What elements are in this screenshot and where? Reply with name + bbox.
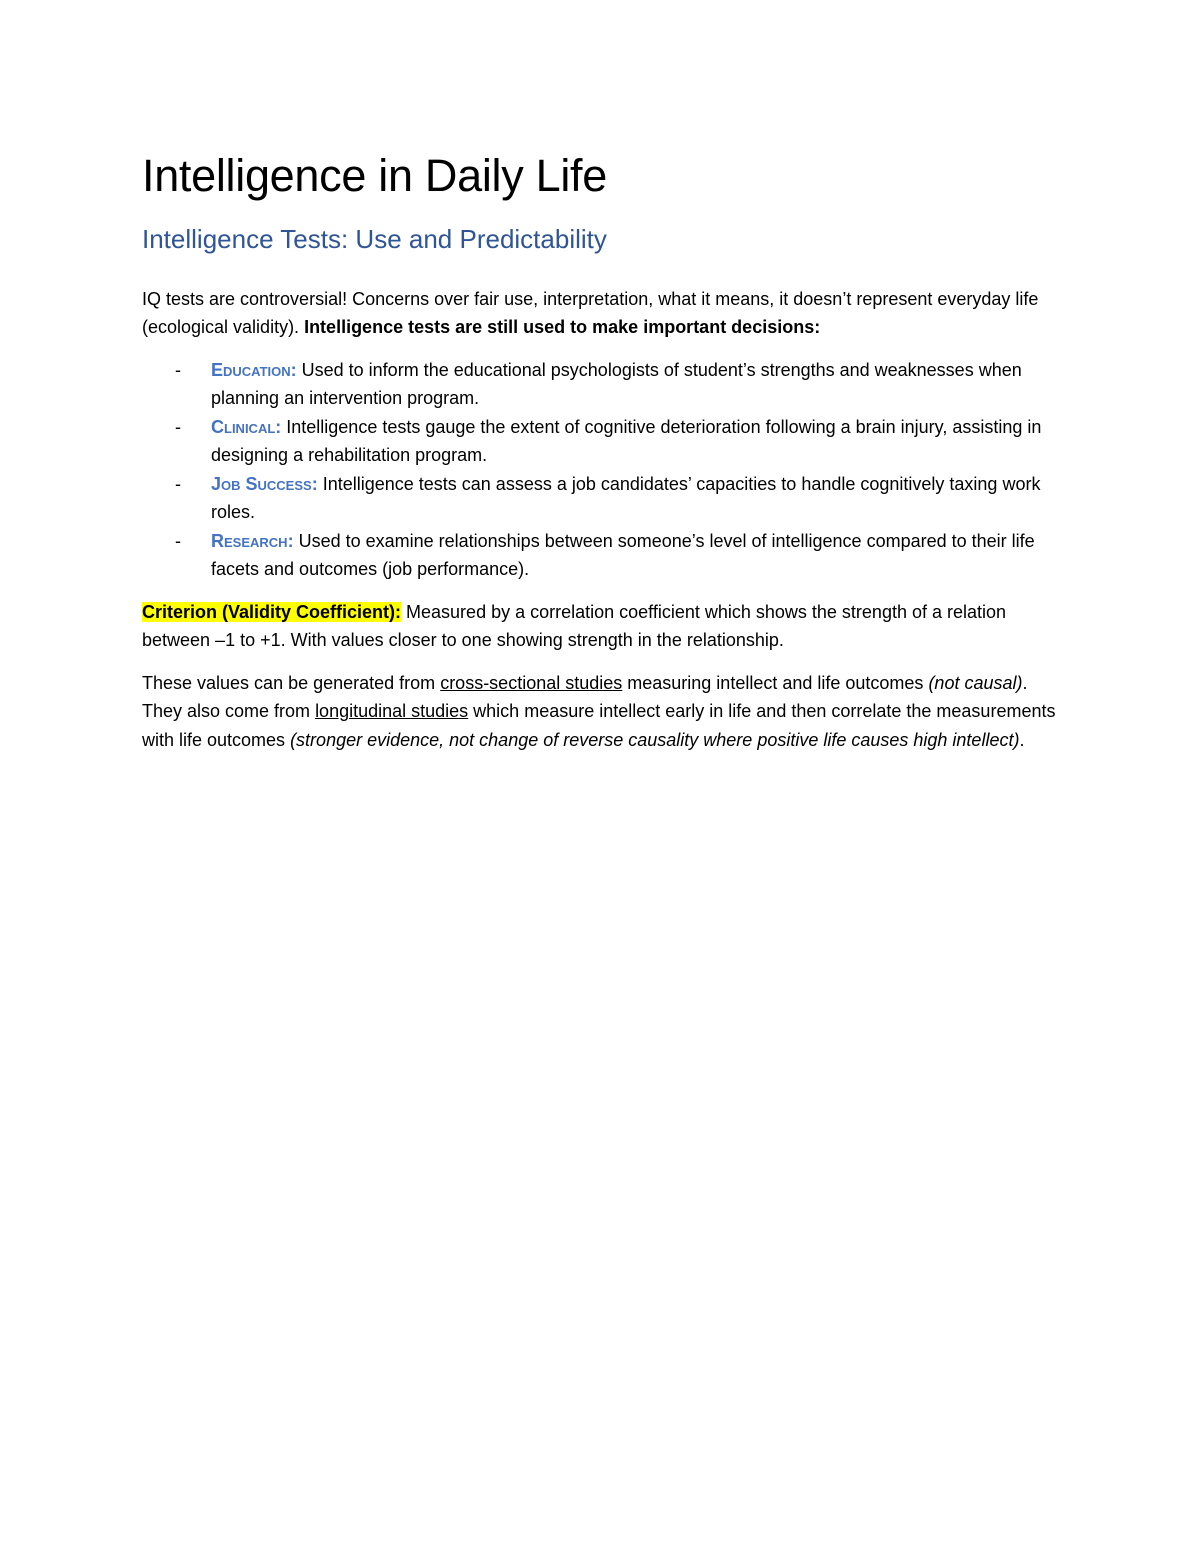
studies-text-2: measuring intellect and life outcomes — [622, 672, 929, 693]
section-heading: Intelligence Tests: Use and Predictability — [142, 223, 607, 254]
intro-bold-text: Intelligence tests are still used to make important decisions: — [304, 317, 821, 338]
criterion-paragraph — [142, 598, 1062, 655]
studies-text-3: . They also come from — [142, 672, 1028, 722]
criterion-highlight: Criterion (Validity Coefficient): — [142, 601, 402, 622]
studies-paragraph — [142, 669, 1062, 755]
document-page — [142, 150, 1062, 768]
list-item-text: Used to examine relationships between someone’s level of intelligence compared to their life facets and outcomes (job performance). — [211, 530, 1035, 580]
list-item — [142, 470, 1062, 527]
cross-sectional-studies: cross-sectional studies — [440, 672, 623, 693]
studies-text-4: which measure intellect early in life and then correlate the measurements with life outcomes — [142, 701, 1056, 750]
document-title: Intelligence in Daily Life — [142, 150, 607, 201]
list-dash: - — [175, 473, 181, 494]
list-dash: - — [175, 416, 181, 437]
list-item-text: Used to inform the educational psychologists of student’s strengths and weaknesses when planning an intervention program. — [211, 359, 1022, 409]
term-clinical: Clinical: — [211, 416, 282, 437]
criterion-text: Measured by a correlation coefficient which shows the strength of a relation between –1 to +1. With values closer to one showing strength in the relationship. — [142, 601, 1007, 651]
uses-list — [142, 356, 1062, 584]
list-item-text: Intelligence tests gauge the extent of cognitive deterioration following a brain injury, assisting in designing a rehabilitation program. — [211, 416, 1042, 466]
term-research: Research: — [211, 530, 294, 551]
studies-text-1: These values can be generated from — [142, 672, 441, 693]
list-item — [142, 527, 1062, 584]
not-causal-note: (not causal) — [928, 672, 1023, 693]
intro-text: IQ tests are controversial! Concerns over fair use, interpretation, what it means, it doesn’t represent everyday life (ecological validity). — [142, 288, 1039, 338]
term-education: Education: — [211, 359, 297, 380]
list-dash: - — [175, 359, 181, 380]
longitudinal-studies: longitudinal studies — [315, 701, 469, 722]
intro-paragraph — [142, 285, 1062, 342]
list-item-text: Intelligence tests can assess a job candidates’ capacities to handle cognitively taxing work roles. — [211, 473, 1041, 523]
term-job-success: Job Success: — [211, 473, 318, 494]
studies-text-5: . — [1019, 729, 1025, 750]
list-dash: - — [175, 530, 181, 551]
list-item — [142, 413, 1062, 470]
stronger-evidence-note: (stronger evidence, not change of reverse causality where positive life causes high intellect) — [290, 729, 1020, 750]
list-item — [142, 356, 1062, 413]
